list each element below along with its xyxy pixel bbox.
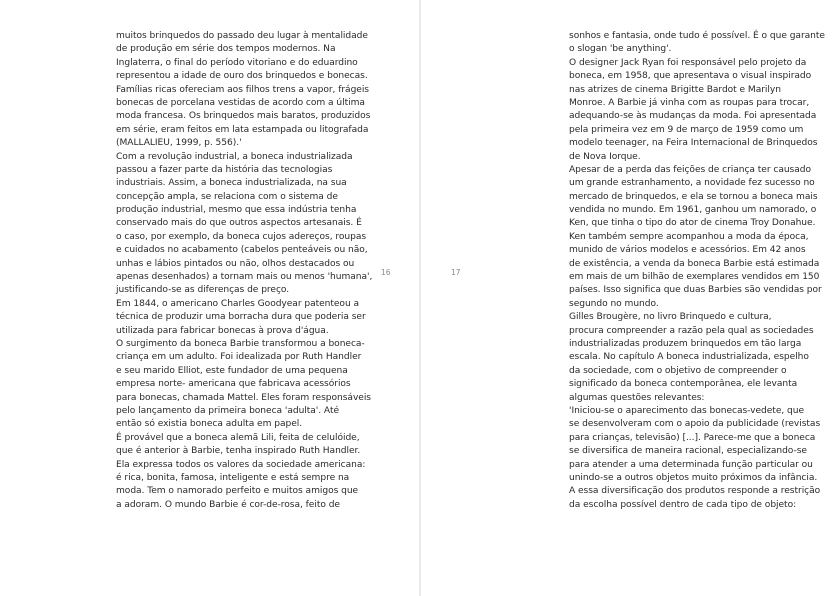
text-line: adequando-se às mudanças da moda. Foi apresentada (569, 111, 817, 122)
text-line: países. Isso significa que duas Barbies são vendidas por (569, 285, 822, 296)
left-page (0, 0, 419, 596)
text-line: passou a fazer parte da história das tecnologias (116, 164, 333, 175)
text-line: e cuidados no acabamento (cabelos penteáveis ou não, (116, 245, 368, 256)
text-line: industrializadas produzem brinquedos em tão larga (569, 338, 802, 349)
text-line: pelo lançamento da primeira boneca 'adulta'. Até (116, 405, 340, 416)
text-line: de existência, a venda da boneca Barbie está estimada (569, 258, 820, 269)
text-line: Ken, que tinha o tipo do ator de cinema Troy Donahue. (569, 218, 816, 229)
text-line: pela primeira vez em 9 de março de 1959 como um (569, 124, 804, 135)
text-line: utilizada para fabricar bonecas à prova d'água. (116, 325, 329, 336)
text-line: mercado de brinquedos, e ela se tornou a boneca mais (569, 191, 818, 202)
text-line: significado da boneca contemporânea, ele levanta (569, 379, 798, 390)
text-line: se desenvolveram com o apoio da publicidade (revistas (569, 419, 821, 430)
text-line: então só existia boneca adulta em papel. (116, 419, 303, 430)
text-line: unhas e lábios pintados ou não, olhos destacados ou (116, 258, 355, 269)
text-line: empresa norte- americana que fabricava acessórios (116, 379, 351, 390)
text-line: Com a revolução industrial, a boneca industrializada (116, 151, 353, 162)
text-line: nas atrizes de cinema Brigitte Bardot e Marilyn (569, 84, 781, 95)
text-line: técnica de produzir uma borracha dura que poderia ser (116, 312, 366, 323)
text-line: Gilles Brougère, no livro Brinquedo e cultura, (569, 312, 772, 323)
text-line: Inglaterra, o final do período vitoriano e do eduardino (116, 57, 358, 68)
text-line: Monroe. A Barbie já vinha com as roupas para trocar, (569, 97, 810, 108)
text-line: de Nova Iorque. (569, 151, 641, 162)
text-line: É provável que a boneca alemã Lili, feita de celulóide, (116, 432, 360, 443)
text-line: Famílias ricas ofereciam aos filhos trens a vapor, frágeis (116, 84, 369, 95)
text-line: boneca, em 1958, que apresentava o visual inspirado (569, 71, 812, 82)
text-line: para bonecas, chamada Mattel. Eles foram responsáveis (116, 392, 371, 403)
text-line: algumas questões relevantes: (569, 392, 705, 403)
right-page-text (569, 30, 825, 512)
text-line: a adoram. O mundo Barbie é cor-de-rosa, feito de (116, 499, 340, 510)
right-page (421, 0, 840, 596)
text-line: sonhos e fantasia, onde tudo é possível. É o que garante (569, 31, 825, 41)
text-line: da sociedade, com o objetivo de compreender o (569, 365, 787, 376)
text-line: (MALLALIEU, 1999, p. 556).' (116, 138, 242, 149)
text-line: O surgimento da boneca Barbie transformou a boneca- (116, 338, 365, 349)
text-line: criança em um adulto. Foi idealizada por Ruth Handler (116, 352, 362, 363)
text-line: unindo-se a outros objetos muito próximos da infância. (569, 472, 818, 483)
text-line: Ken também sempre acompanhou a moda da época, (569, 231, 809, 242)
text-line: procura compreender a razão pela qual as sociedades (569, 325, 814, 336)
text-line: para crianças, televisão) [...]. Parece-me que a boneca (569, 432, 816, 443)
text-line: um grande estranhamento, a novidade fez sucesso no (569, 178, 815, 189)
text-line: é rica, bonita, famosa, inteligente e está sempre na (116, 472, 350, 483)
text-line: o caso, por exemplo, da boneca cujos adereços, roupas (116, 231, 367, 242)
text-line: bonecas de porcelana vestidas de acordo com a última (116, 97, 365, 108)
text-line: se diversifica de maneira racional, especializando-se (569, 446, 807, 457)
text-line: o slogan 'be anything'. (569, 44, 672, 55)
text-line: A essa diversificação dos produtos responde a restrição (569, 486, 821, 497)
text-line: da escolha possível dentro de cada tipo de objeto: (569, 499, 797, 510)
text-line: Ela expressa todos os valores da sociedade americana: (116, 459, 366, 470)
text-line: moda francesa. Os brinquedos mais baratos, produzidos (116, 111, 371, 122)
text-line: produção industrial, mesmo que essa indústria tenha (116, 205, 357, 216)
text-line: em série, eram feitos em lata estampada ou litografada (116, 124, 369, 135)
text-line: apenas desenhados) a tornam mais ou menos 'humana', (116, 272, 373, 283)
left-page-number: 16 (381, 268, 391, 277)
text-line: O designer Jack Ryan foi responsável pelo projeto da (569, 57, 807, 68)
text-line: em mais de um bilhão de exemplares vendidos em 150 (569, 272, 820, 283)
text-line: escala. No capítulo A boneca industrializada, espelho (569, 352, 809, 363)
text-line: Em 1844, o americano Charles Goodyear patenteou a (116, 298, 360, 309)
text-line: muitos brinquedos do passado deu lugar à mentalidade (116, 31, 368, 41)
text-line: justificando-se as diferenças de preço. (116, 285, 290, 296)
text-line: vendida no mundo. Em 1961, ganhou um namorado, o (569, 205, 817, 216)
text-line: de produção em série dos tempos modernos. Na (116, 44, 336, 55)
right-page-number: 17 (451, 268, 461, 277)
text-line: concepção ampla, se relaciona com o sistema de (116, 191, 338, 202)
text-line: industriais. Assim, a boneca industrializada, na sua (116, 178, 347, 189)
text-line: 'Iniciou-se o aparecimento das bonecas-vedete, que (569, 405, 805, 416)
text-line: segundo no mundo. (569, 298, 659, 309)
text-line: e seu marido Elliot, este fundador de uma pequena (116, 365, 348, 376)
left-page-text (116, 30, 373, 512)
text-line: para atender a uma determinada função particular ou (569, 459, 813, 470)
text-line: moda. Tem o namorado perfeito e muitos amigos que (116, 486, 359, 497)
text-line: representou a idade de ouro dos brinquedos e bonecas. (116, 71, 368, 82)
text-line: modelo teenager, na Feira Internacional de Brinquedos (569, 138, 818, 149)
text-line: que é anterior à Barbie, tenha inspirado Ruth Handler. (116, 446, 361, 457)
text-line: Apesar de a perda das feições de criança ter causado (569, 164, 812, 175)
text-line: conservado mais do que outros aspectos artesanais. É (116, 218, 362, 229)
text-line: munido de vários modelos e acessórios. Em 42 anos (569, 245, 806, 256)
